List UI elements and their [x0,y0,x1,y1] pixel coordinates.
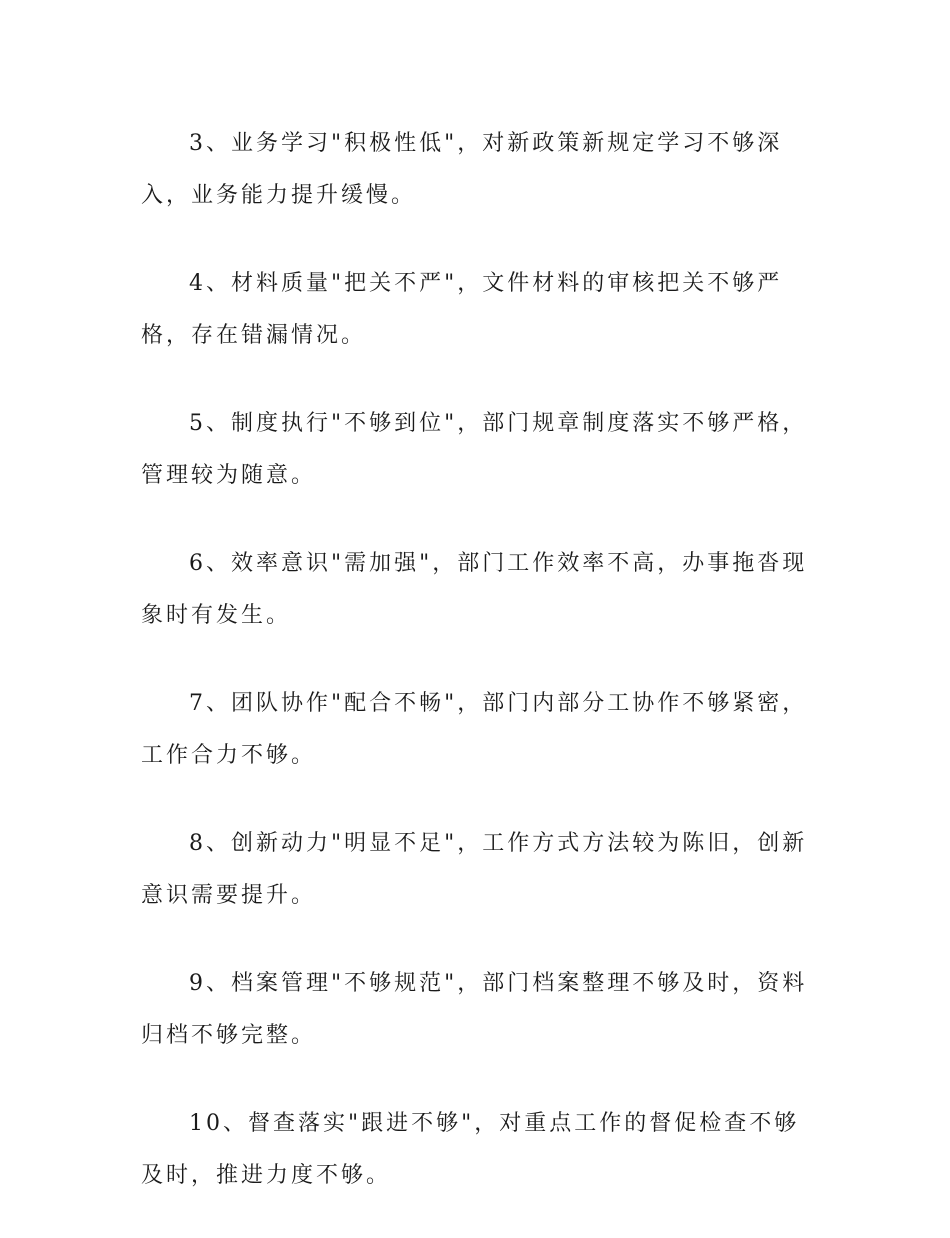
document-body [141,118,821,1238]
paragraph-item-6: 6、效率意识"需加强"，部门工作效率不高，办事拖沓现象时有发生。 [141,551,808,628]
paragraph-item-5: 5、制度执行"不够到位"，部门规章制度落实不够严格，管理较为随意。 [141,411,808,488]
paragraph-item-7: 7、团队协作"配合不畅"，部门内部分工协作不够紧密，工作合力不够。 [141,691,808,768]
paragraph-item-4: 4、材料质量"把关不严"，文件材料的审核把关不够严格，存在错漏情况。 [141,271,783,348]
paragraph-item-8: 8、创新动力"明显不足"，工作方式方法较为陈旧，创新意识需要提升。 [141,831,808,908]
paragraph-item-9: 9、档案管理"不够规范"，部门档案整理不够及时，资料归档不够完整。 [141,971,808,1048]
paragraph-item-10: 10、督查落实"跟进不够"，对重点工作的督促检查不够及时，推进力度不够。 [141,1111,800,1188]
paragraph-item-3: 3、业务学习"积极性低"，对新政策新规定学习不够深入，业务能力提升缓慢。 [141,131,783,208]
